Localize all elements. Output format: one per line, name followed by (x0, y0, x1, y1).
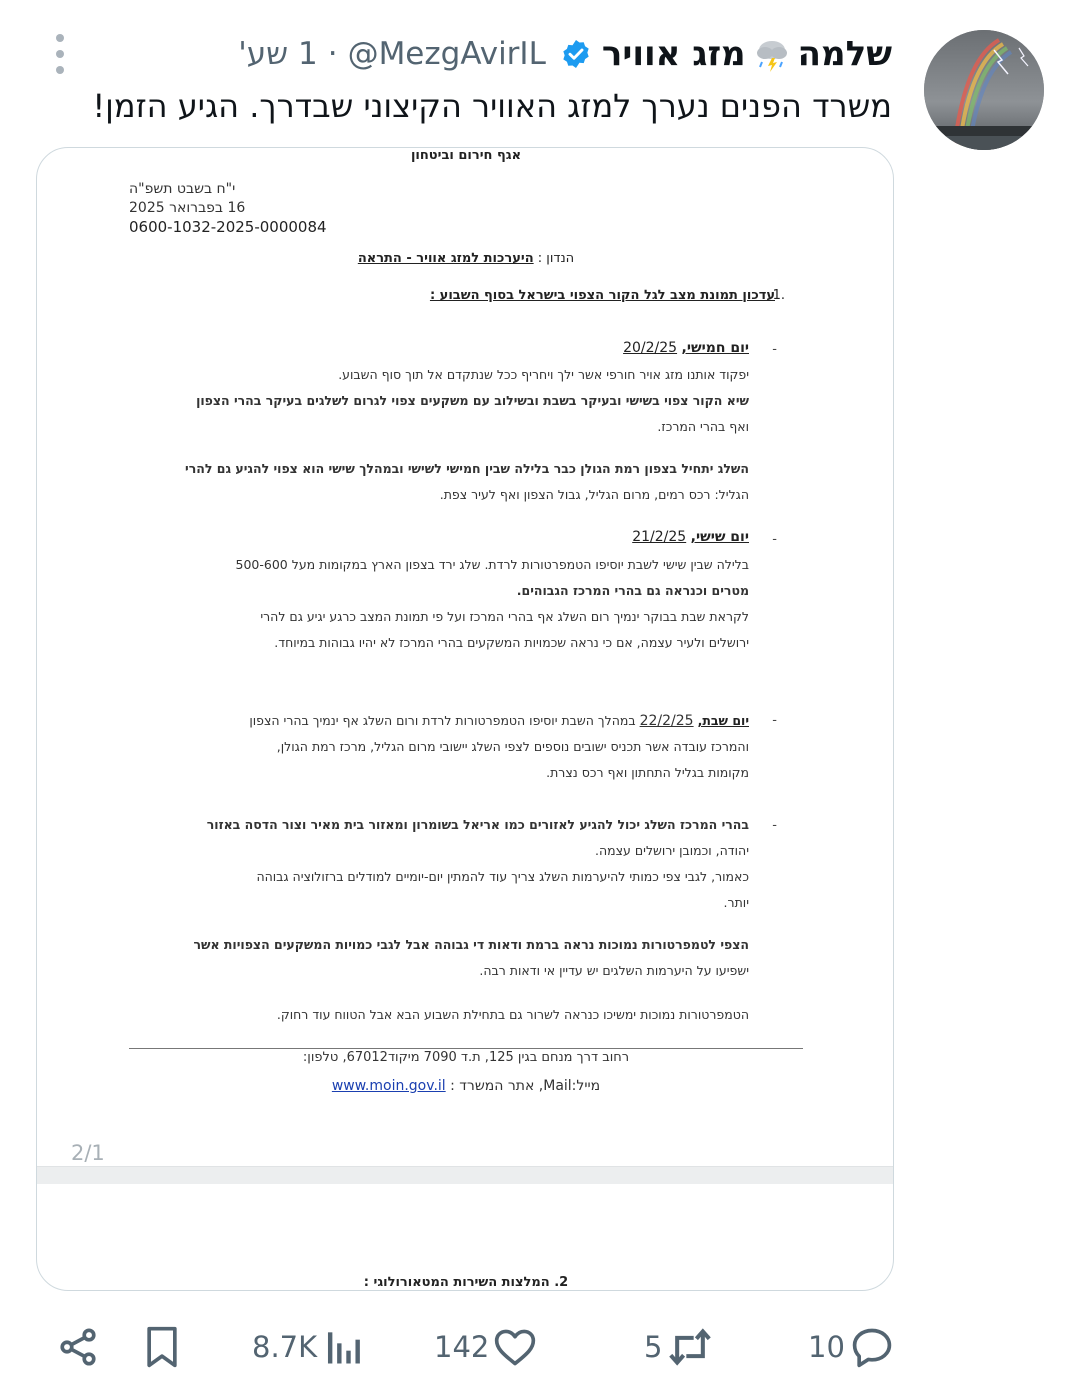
display-name[interactable]: שלמה (797, 34, 892, 74)
friday-para-4: ירושלים ולעיר עצמה, אם כי נראה שכמויות המשקעים בהרי המרכז לא יהיו גבוהות במיוחד. (274, 635, 749, 650)
day-friday (632, 529, 749, 545)
document-page (37, 148, 894, 1291)
snow-para-1: השלג יתחיל בצפון רמת הגולן כבר בלילה שבין חמישי לשישי ובמהלך שישי הוא צפוי להגיע גם להרי (185, 461, 749, 476)
header-separator: · (327, 36, 338, 72)
user-handle[interactable]: @MezgAvirIL (347, 36, 546, 72)
section1-title: עדכון תמונת מצב לגל הקור הצפוי בישראל בסוף השבוע : (429, 288, 775, 303)
center-para-3: כאמור, לגבי צפי כמותי להיערמות השלג צריך עוד להמתין יום-יומיים למודלים ברזולוציה גבוהה (256, 869, 749, 884)
thursday-date: 20/2/25 (623, 340, 678, 356)
footer-divider (129, 1048, 803, 1049)
friday-date: 21/2/25 (632, 529, 687, 545)
heart-icon (493, 1325, 537, 1369)
doc-subject-text: היערכות למזג אוויר - התראה (357, 251, 534, 266)
temp-para-2: ישפיעו על היערמות השלגים יש עדיין אי ודאות רבה. (479, 963, 749, 978)
bullet-center: - (772, 818, 777, 833)
saturday-para-2: והמרכז עובדה אשר תכניס ישובים נוספים לצפי השלג יישובי מרום הגליל, מרכז רמת הגולן, (276, 739, 749, 754)
footer-url-link[interactable]: www.moin.gov.il (331, 1078, 446, 1094)
center-para-1: בהרי המרכז השלג יכול להגיע לאזורים כמו אריאל בשומרון ומאזור בית מאיר וצור הדסה באזור (206, 817, 749, 832)
saturday-para-3: מקומות בגליל התחתון ואף רכס נצרת. (546, 765, 749, 780)
saturday-label: יום שבת, (697, 713, 749, 728)
like-button[interactable] (434, 1312, 537, 1381)
center-para-2: יהודה, וכמובן ירושלים עצמה. (595, 843, 749, 858)
reply-icon (849, 1325, 895, 1369)
repost-button[interactable] (644, 1312, 714, 1381)
thursday-para-3: ואף בהרי המרכז. (657, 419, 749, 434)
footer-mail-label: מייל:Mail, אתר המשרד : (450, 1078, 601, 1094)
temp-para-1: הצפי לטמפרטורות נמוכות נראה ברמת ודאות די גבוהה אבל לגבי כמויות המשקעים הצפויות אשר (193, 937, 749, 952)
bullet-friday: - (772, 532, 777, 547)
thursday-para-2: שיא הקור צפוי בשישי ובעיקר בשבת ובשילוב עם משקעים צפוי לגרום לשלגים בעיקר בהרי הצפון (196, 393, 749, 408)
display-name-suffix[interactable]: מזג אוויר (601, 34, 746, 74)
doc-subject (37, 251, 894, 266)
views-count: 8.7K (252, 1330, 318, 1364)
doc-dates (129, 180, 327, 237)
doc-department: אגף חירום וביטחון (410, 148, 522, 163)
rainbow-avatar-image (924, 30, 1044, 150)
views-button[interactable] (252, 1312, 361, 1381)
reply-button[interactable] (808, 1312, 895, 1381)
saturday-date: 22/2/25 (639, 713, 694, 729)
page-indicator: 2/1 (71, 1141, 105, 1165)
bookmark-button[interactable] (142, 1312, 182, 1381)
section2-title: 2. המלצות השירות המטאורולוגי : (363, 1275, 569, 1290)
friday-label: יום שישי, (690, 529, 749, 545)
tweet-text: משרד הפנים נערך למזג האוויר הקיצוני שבדרך. הגיע הזמן! (92, 87, 892, 125)
verified-badge-icon[interactable] (560, 38, 592, 70)
doc-gregorian-date: 16 בפברואר 2025 (129, 200, 246, 216)
avatar[interactable] (924, 30, 1044, 150)
replies-count: 10 (808, 1330, 845, 1364)
analytics-icon (325, 1325, 361, 1369)
thunder-cloud-icon (752, 34, 792, 74)
saturday-text-1: במהלך השבת יוסיפו הטמפרטורות לרדת ורום השלג אף ינמיך בהרי הצפון (249, 713, 636, 728)
friday-para-3: לקראת שבת בבוקר ינמיך רום השלג אף בהרי המרכז ועל פי תמונת המצב כרגע יגיע גם להרי (260, 609, 749, 624)
section1-number: 1. (772, 288, 785, 303)
tweet-time[interactable]: 1 שע' (238, 36, 318, 72)
likes-count: 142 (434, 1330, 490, 1364)
friday-para-1: בלילה שבין שישי לשבת יוסיפו הטמפרטורות לרדת. שלג ירד בצפון הארץ במקומות מעל 500-600 (235, 557, 749, 572)
share-icon (56, 1325, 100, 1369)
bullet-thursday: - (772, 342, 777, 357)
saturday-para-1 (249, 708, 749, 734)
day-thursday (623, 340, 749, 356)
tweet-header (238, 26, 892, 82)
reposts-count: 5 (644, 1330, 663, 1364)
doc-hebrew-date: י"ח בשבט תשפ"ה (129, 181, 236, 197)
doc-subject-label: הנדון : (537, 251, 575, 266)
bookmark-icon (142, 1325, 182, 1369)
center-para-4: יותר. (723, 895, 749, 910)
end-para: הטמפרטורות נמוכות ימשיכו כנראה לשרור גם בתחילת השבוע הבא אבל הטווח עוד רחוק. (276, 1007, 749, 1022)
footer-address: רחוב דרך מנחם בגין 125, ת.ד 7090 מיקוד67012, טלפון: (302, 1050, 630, 1065)
tweet-actions (0, 1312, 1080, 1381)
thursday-para-1: יפקוד אותנו מזג אויר חורפי אשר ילך ויחריף ככל שנתקדם אל תוך סוף השבוע. (338, 367, 749, 382)
share-button[interactable] (56, 1312, 100, 1381)
friday-para-2: מטרים וכנראה גם בהרי המרכז הגבוהים. (516, 583, 749, 598)
bullet-saturday: - (772, 713, 777, 728)
repost-icon (666, 1325, 714, 1369)
doc-reference-number: 0600-1032-2025-0000084 (129, 218, 327, 236)
snow-para-2: הגליל: רכס רמים, מרום הגליל, גבול הצפון ואף לעיר צפת. (439, 487, 749, 502)
more-options-icon[interactable] (48, 34, 72, 74)
footer-contact (37, 1078, 894, 1094)
thursday-label: יום חמישי, (681, 340, 749, 356)
media-image-card[interactable] (36, 147, 894, 1291)
page-separator (37, 1166, 894, 1184)
